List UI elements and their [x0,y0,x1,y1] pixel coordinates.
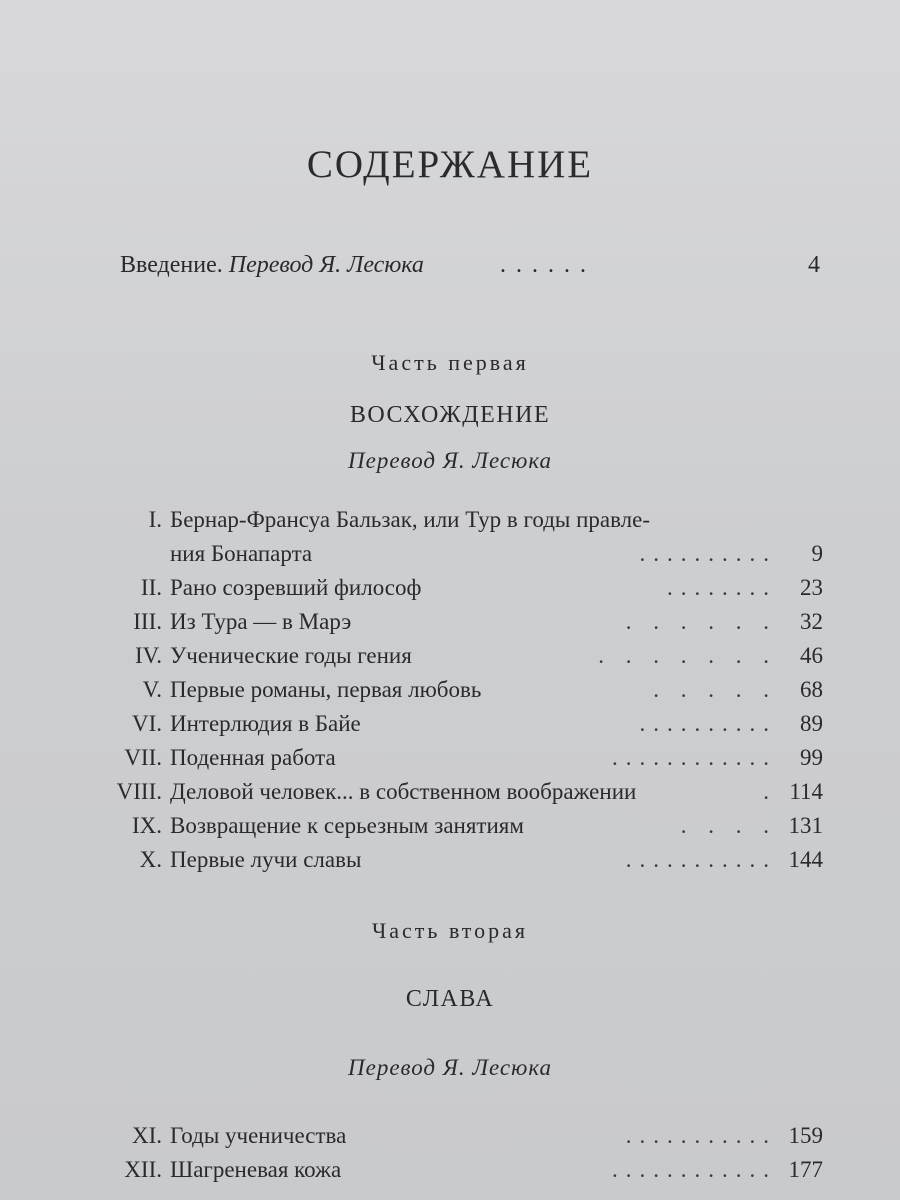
chapter-title: Рано созревший философ [170,575,422,600]
intro-label: Введение. [120,252,223,278]
toc-row [100,507,823,541]
leader-dots: ........... [625,847,777,872]
chapter-number: VIII. [116,779,162,804]
chapter-title: Бернар-Франсуа Бальзак, или Тур в годы правле- [170,507,651,532]
toc-row [100,1123,823,1157]
chapter-page-number: 46 [800,643,823,668]
chapter-title-continued: ния Бонапарта [170,541,313,566]
leader-dots: ............ [612,1157,777,1182]
intro-translator: Перевод Я. Лесюка [228,252,424,278]
part1-translator: Перевод Я. Лесюка [348,448,552,473]
chapter-title: Возвращение к серьезным занятиям [170,813,524,838]
part1-label: Часть первая [371,350,529,375]
leader-dots: .......... [639,711,777,736]
toc-row-continuation [100,541,823,575]
leader-dots: ........... [625,1123,777,1148]
chapter-page-number: 114 [789,779,823,804]
chapter-page-number: 9 [811,541,823,566]
chapter-number: I. [148,507,162,532]
chapter-number: X. [139,847,162,872]
chapter-number: XII. [124,1157,162,1182]
chapter-number: VII. [124,745,162,770]
chapter-page-number: 131 [788,813,823,838]
toc-row [100,677,823,711]
chapter-number: VI. [131,711,162,736]
toc-row [100,813,823,847]
chapter-page-number: 144 [788,847,823,872]
chapter-title: Деловой человек... в собственном воображении [170,779,637,804]
chapter-title: Интерлюдия в Байе [170,711,361,736]
toc-row [100,847,823,881]
part2-translator: Перевод Я. Лесюка [348,1055,552,1080]
leader-dots: . . . . . . . [598,643,777,668]
part2-label: Часть вторая [371,918,529,943]
chapter-number: XI. [131,1123,162,1148]
chapter-page-number: 99 [800,745,823,770]
leader-dots: ........ [667,575,777,600]
chapter-title: Ученические годы гения [170,643,412,668]
intro-entry [120,252,424,279]
toc-row [100,643,823,677]
chapter-page-number: 68 [800,677,823,702]
toc-row [100,609,823,643]
chapter-title: Поденная работа [170,745,336,770]
chapter-title: Первые лучи славы [170,847,362,872]
chapter-title: Шагреневая кожа [170,1157,342,1182]
toc-row [100,711,823,745]
chapter-page-number: 32 [800,609,823,634]
chapter-page-number: 177 [788,1157,823,1182]
toc-row [100,745,823,779]
leader-dots: . [763,779,777,804]
chapter-number: II. [140,575,162,600]
chapter-page-number: 23 [800,575,823,600]
leader-dots: . . . . [680,813,777,838]
chapter-number: V. [142,677,162,702]
part2-title: СЛАВА [405,986,495,1012]
toc-intro-row [120,252,820,286]
leader-dots: . . . . . . [625,609,777,634]
chapter-title: Годы ученичества [170,1123,347,1148]
intro-leader-dots: . . . . . . [500,252,588,278]
toc-row [100,1157,823,1191]
part1-title: ВОСХОЖДЕНИЕ [349,402,551,428]
chapter-number: IX. [131,813,162,838]
intro-page-number: 4 [808,252,820,278]
toc-row [100,779,823,813]
chapter-title: Из Тура — в Марэ [170,609,352,634]
leader-dots: ............ [612,745,777,770]
leader-dots: . . . . . [653,677,777,702]
leader-dots: .......... [639,541,777,566]
chapter-number: IV. [134,643,162,668]
chapter-page-number: 89 [800,711,823,736]
toc-row [100,575,823,609]
chapter-title: Первые романы, первая любовь [170,677,482,702]
page-title: СОДЕРЖАНИЕ [306,143,594,186]
chapter-page-number: 159 [788,1123,823,1148]
chapter-number: III. [133,609,162,634]
